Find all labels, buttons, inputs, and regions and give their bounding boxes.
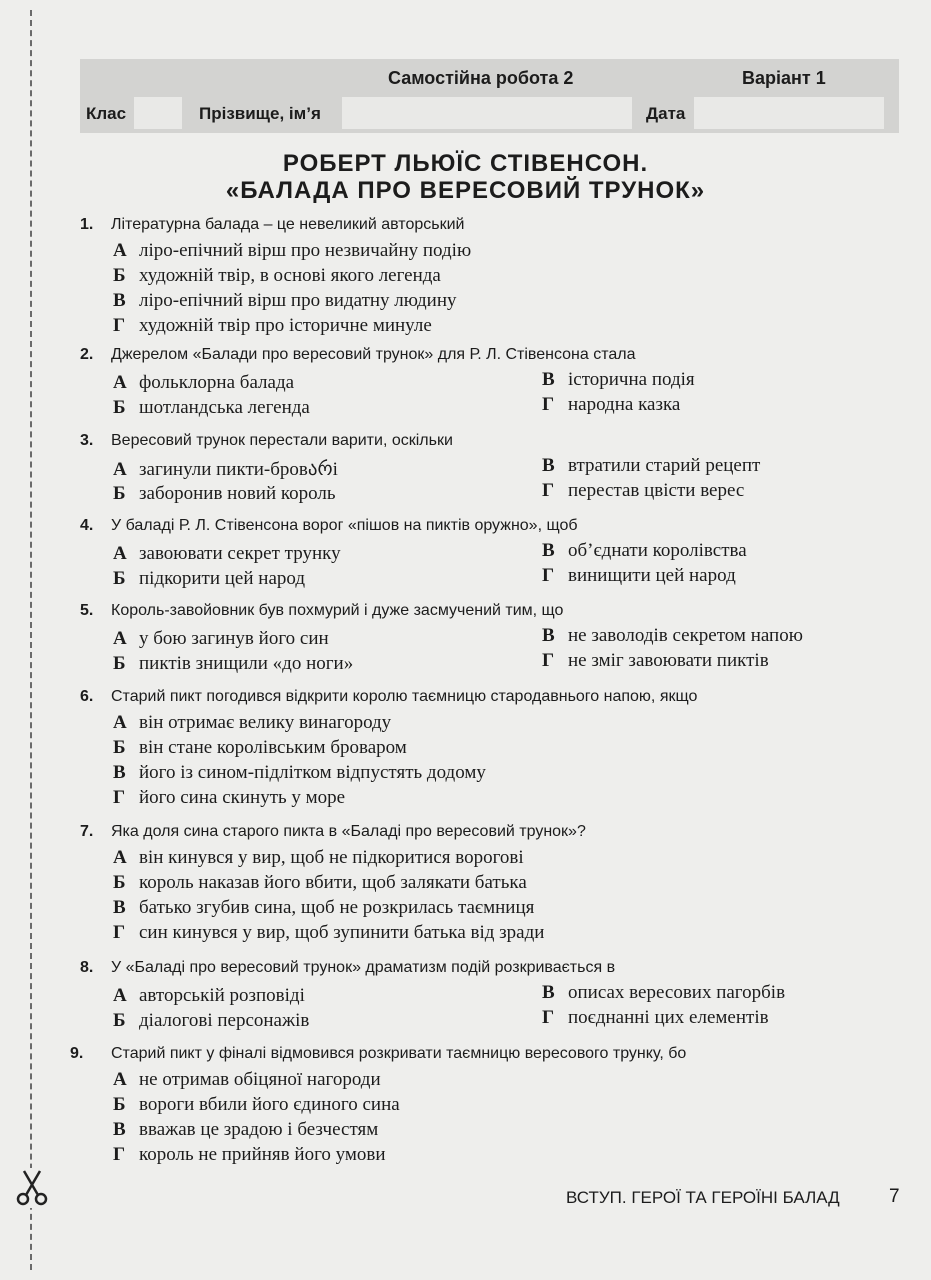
work-title: Самостійна робота 2 [388, 68, 574, 88]
question-text: Літературна балада – це невеликий авторський [111, 216, 465, 233]
option-text: його із сином-підлітком відпустять додому [139, 762, 486, 783]
answer-option[interactable] [113, 1094, 400, 1116]
option-text: заборонив новий король [139, 483, 336, 504]
answer-option[interactable] [113, 397, 310, 419]
answer-option[interactable] [113, 1069, 381, 1091]
option-letter: В [542, 540, 555, 561]
answer-option[interactable] [113, 265, 441, 287]
answer-option[interactable] [113, 653, 353, 675]
option-letter: А [113, 628, 127, 649]
option-letter: А [113, 459, 127, 480]
answer-option[interactable] [542, 1007, 769, 1029]
name-field[interactable] [342, 97, 632, 129]
option-text: поєднанні цих елементів [568, 1007, 769, 1028]
question-text: Король-завойовник був похмурий і дуже засмучений тим, що [111, 602, 564, 619]
variant-label: Варіант 1 [742, 68, 826, 88]
answer-option[interactable] [113, 787, 345, 809]
answer-option[interactable] [113, 922, 544, 944]
option-text: шотландська легенда [139, 397, 310, 418]
option-letter: А [113, 372, 127, 393]
option-text: перестав цвісти верес [568, 480, 745, 501]
option-letter: А [113, 985, 127, 1006]
name-label: Прізвище, ім’я [199, 104, 321, 123]
option-text: він кинувся у вир, щоб не підкоритися ворогові [139, 847, 524, 868]
option-letter: Г [542, 565, 555, 586]
option-text: не отримав обіцяної нагороди [139, 1069, 381, 1090]
option-text: фольклорна балада [139, 372, 295, 393]
question-number: 3. [80, 432, 94, 449]
page-number: 7 [889, 1186, 900, 1207]
question-number: 1. [80, 216, 94, 233]
option-letter: Г [113, 315, 126, 336]
question-number: 4. [80, 517, 94, 534]
answer-option[interactable] [113, 737, 407, 759]
page-title-line-2: «БАЛАДА ПРО ВЕРЕСОВИЙ ТРУНОК» [225, 177, 706, 204]
question-number: 6. [80, 688, 94, 705]
date-field[interactable] [694, 97, 884, 129]
option-letter: В [542, 625, 555, 646]
question-number: 9. [70, 1045, 84, 1062]
option-letter: Б [113, 568, 126, 589]
option-letter: В [113, 1119, 126, 1140]
option-text: у бою загинув його син [139, 628, 329, 649]
option-text: не зміг завоювати пиктів [568, 650, 769, 671]
option-letter: Г [542, 480, 555, 501]
option-text: син кинувся у вир, щоб зупинити батька від зради [139, 922, 545, 943]
header-bar [80, 59, 899, 133]
option-letter: В [113, 897, 126, 918]
option-letter: Б [113, 737, 126, 758]
option-text: він отримає велику винагороду [139, 712, 392, 733]
option-letter: В [542, 369, 555, 390]
option-letter: Б [113, 1010, 126, 1031]
answer-option[interactable] [113, 1119, 378, 1141]
option-letter: В [542, 982, 555, 1003]
answer-option[interactable] [113, 543, 341, 565]
answer-option[interactable] [542, 394, 680, 416]
option-letter: Б [113, 1094, 126, 1115]
option-letter: А [113, 847, 127, 868]
option-letter: В [113, 762, 126, 783]
answer-option[interactable] [542, 650, 769, 672]
question-number: 7. [80, 823, 94, 840]
question-text: Джерелом «Балади про вересовий трунок» для Р. Л. Стівенсона стала [111, 346, 636, 363]
answer-option[interactable] [542, 480, 744, 502]
option-text: ліро-епічний вірш про видатну людину [139, 290, 457, 311]
option-letter: Г [113, 787, 126, 808]
question-text: Яка доля сина старого пикта в «Баладі про вересовий трунок»? [111, 823, 586, 840]
option-letter: Б [113, 483, 126, 504]
option-letter: А [113, 712, 127, 733]
option-text: король не прийняв його умови [139, 1144, 386, 1165]
option-text: художній твір про історичне минуле [139, 315, 432, 336]
question-number: 5. [80, 602, 94, 619]
option-text: авторській розповіді [139, 985, 305, 1006]
page-title-line-1: РОБЕРТ ЛЬЮЇС СТІВЕНСОН. [282, 150, 649, 177]
answer-option[interactable] [542, 565, 736, 587]
scissors-icon [14, 1168, 50, 1208]
option-text: художній твір, в основі якого легенда [139, 265, 441, 286]
option-text: народна казка [568, 394, 681, 415]
option-text: підкорити цей народ [139, 568, 306, 589]
option-text: його сина скинуть у море [139, 787, 346, 808]
option-letter: Г [113, 1144, 126, 1165]
answer-option[interactable] [113, 897, 534, 919]
answer-option[interactable] [113, 568, 305, 590]
option-letter: Б [113, 653, 126, 674]
option-text: не заволодів секретом напою [568, 625, 803, 646]
date-label: Дата [646, 104, 686, 123]
option-text: він стане королівським броваром [139, 737, 407, 758]
answer-option[interactable] [542, 369, 695, 391]
option-letter: Г [542, 650, 555, 671]
class-label: Клас [86, 104, 127, 123]
question-number: 8. [80, 959, 94, 976]
option-letter: Г [542, 1007, 555, 1028]
question-number: 2. [80, 346, 94, 363]
option-text: завоювати секрет трунку [139, 543, 341, 564]
option-text: король наказав його вбити, щоб залякати батька [139, 872, 527, 893]
option-text: пиктів знищили «до ноги» [139, 653, 354, 674]
question-text: Старий пикт погодився відкрити королю таємницю стародавнього напою, якщо [111, 688, 698, 705]
answer-option[interactable] [113, 458, 338, 481]
option-text: винищити цей народ [568, 565, 736, 586]
answer-option[interactable] [113, 872, 527, 894]
answer-option[interactable] [542, 982, 785, 1004]
answer-option[interactable] [113, 985, 305, 1007]
answer-option[interactable] [113, 240, 471, 262]
answer-option[interactable] [113, 315, 432, 337]
question-text: Вересовий трунок перестали варити, оскільки [111, 432, 453, 449]
answer-option[interactable] [113, 1144, 386, 1166]
answer-option[interactable] [113, 1010, 309, 1032]
answer-option[interactable] [542, 540, 747, 562]
option-text: історична подія [568, 369, 695, 390]
option-text: ліро-епічний вірш про незвичайну подію [139, 240, 472, 261]
option-text: вороги вбили його єдиного сина [139, 1094, 400, 1115]
option-text: об’єднати королівства [568, 540, 747, 561]
option-letter: В [542, 455, 555, 476]
option-text: вважав це зрадою і безчестям [139, 1119, 379, 1140]
question-text: У баладі Р. Л. Стівенсона ворог «пішов на пиктів оружно», щоб [111, 517, 578, 534]
option-letter: Б [113, 397, 126, 418]
answer-option[interactable] [113, 847, 524, 869]
option-letter: Б [113, 872, 126, 893]
answer-option[interactable] [113, 762, 486, 784]
option-text: описах вересових пагорбів [568, 982, 786, 1003]
answer-option[interactable] [113, 372, 294, 394]
answer-option[interactable] [113, 628, 329, 650]
option-text: загинули пикти-бровარі [139, 459, 338, 480]
class-field[interactable] [134, 97, 182, 129]
option-text: батько згубив сина, щоб не розкрилась таємниця [139, 897, 535, 918]
answer-option[interactable] [113, 290, 457, 312]
answer-option[interactable] [542, 625, 803, 647]
answer-option[interactable] [542, 455, 760, 477]
option-text: втратили старий рецепт [568, 455, 761, 476]
option-letter: А [113, 543, 127, 564]
question-text: У «Баладі про вересовий трунок» драматизм подій розкривається в [111, 959, 616, 976]
option-letter: А [113, 1069, 127, 1090]
option-letter: В [113, 290, 126, 311]
option-letter: Б [113, 265, 126, 286]
option-letter: А [113, 240, 127, 261]
answer-option[interactable] [113, 712, 391, 734]
footer-section: ВСТУП. ГЕРОЇ ТА ГЕРОЇНІ БАЛАД [566, 1188, 840, 1207]
option-letter: Г [113, 922, 126, 943]
answer-option[interactable] [113, 483, 336, 505]
option-letter: Г [542, 394, 555, 415]
question-text: Старий пикт у фіналі відмовився розкривати таємницю вересового трунку, бо [111, 1045, 687, 1062]
option-text: діалогові персонажів [139, 1010, 310, 1031]
